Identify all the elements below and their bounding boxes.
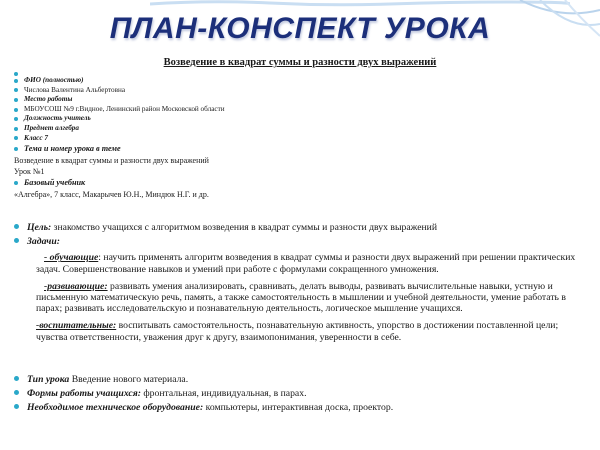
textbook-value: «Алгебра», 7 класс, Макарычев Ю.Н., Миндюк Н.Г. и др. bbox=[14, 189, 209, 199]
bullet-icon bbox=[14, 224, 19, 229]
bullet-icon bbox=[14, 79, 18, 83]
lesson-type-item bbox=[14, 374, 590, 385]
work-forms-label: Формы работы учащихся: bbox=[27, 388, 141, 400]
fio-value: Числова Валентина Альбертовна bbox=[24, 85, 126, 94]
vos-text: воспитывать самостоятельность, познавательную активность, упорство в достижении поставленной цели; чувства ответственности, уважения друг к другу, взаимопонимания, уверенности в себе. bbox=[36, 320, 559, 343]
bullet-icon bbox=[14, 147, 18, 151]
list-item bbox=[14, 143, 590, 155]
vos-label: -воспитательные: bbox=[36, 320, 117, 332]
lesson-type-text: Введение нового материала. bbox=[69, 374, 189, 385]
bullet-icon bbox=[14, 72, 18, 76]
bullet-icon bbox=[14, 98, 18, 102]
list-item bbox=[14, 114, 590, 124]
list-item bbox=[14, 177, 590, 189]
bullet-icon bbox=[14, 376, 19, 381]
goal-text: знакомство учащихся с алгоритмом возведения в квадрат суммы и разности двух выражений bbox=[51, 222, 438, 233]
tasks-item bbox=[14, 236, 590, 247]
info-section bbox=[14, 72, 590, 200]
equipment-text: компьютеры, интерактивная доска, проектор. bbox=[203, 402, 394, 414]
bullet-icon bbox=[14, 390, 19, 395]
bullet-icon bbox=[14, 127, 18, 131]
subject-label: Предмет алгебра bbox=[24, 123, 79, 132]
work-label: Место работы bbox=[24, 95, 73, 104]
bullet-icon bbox=[14, 136, 18, 140]
list-item bbox=[14, 95, 590, 105]
class-label: Класс 7 bbox=[24, 133, 48, 142]
dev-text: развивать умения анализировать, сравнивать, делать выводы, развивать вычислительные навыки, устную и письменную математическую речь, память, а также самостоятельность в мышлении и учебной деятельности, умение работать в парах; развивать исследовательскую и познавательную деятельность, логическое мышление учащихся. bbox=[36, 280, 566, 315]
bullet-icon bbox=[14, 404, 19, 409]
page-title: ПЛАН-КОНСПЕКТ УРОКА bbox=[109, 12, 491, 45]
topic-value: Возведение в квадрат суммы и разности двух выражений bbox=[14, 155, 209, 165]
work-forms-item bbox=[14, 388, 590, 399]
bullet-icon bbox=[14, 117, 18, 121]
goal-label: Цель: bbox=[27, 222, 52, 233]
goal-item bbox=[14, 222, 590, 233]
bullet-icon bbox=[14, 108, 18, 112]
lesson-details-section bbox=[14, 374, 590, 414]
edu-label: - обучающие bbox=[44, 252, 99, 264]
work-forms-text: фронтальная, индивидуальная, в парах. bbox=[140, 388, 307, 400]
position-label: Должность учитель bbox=[24, 114, 91, 123]
bullet-icon bbox=[14, 181, 18, 185]
bullet-icon bbox=[14, 238, 19, 243]
list-item bbox=[14, 76, 590, 86]
bullet-icon bbox=[14, 88, 18, 92]
task-educational bbox=[14, 252, 590, 274]
list-item bbox=[14, 124, 590, 134]
list-item bbox=[14, 134, 590, 144]
lesson-subtitle: Возведение в квадрат суммы и разности двух выражений bbox=[163, 57, 437, 68]
edu-text: : научить применять алгоритм возведения в квадрат суммы и разности двух выражений при решении практических задач. Совершенствование навыков и умений при работе с формулами сокращенного умножения. bbox=[36, 252, 576, 275]
goals-section bbox=[14, 222, 590, 343]
work-value: МБОУСОШ №9 г.Видное, Ленинский район Московской области bbox=[24, 104, 225, 113]
task-developing bbox=[14, 281, 590, 315]
list-item bbox=[14, 105, 590, 115]
lesson-number: Урок №1 bbox=[14, 166, 45, 176]
equipment-label: Необходимое техническое оборудование: bbox=[27, 402, 204, 414]
textbook-label: Базовый учебник bbox=[24, 178, 86, 188]
topic-label: Тема и номер урока в теме bbox=[24, 144, 121, 154]
decorative-wave bbox=[150, 0, 570, 8]
equipment-item bbox=[14, 402, 590, 413]
lesson-type-label: Тип урока bbox=[27, 374, 70, 385]
list-item bbox=[14, 86, 590, 96]
tasks-label: Задачи: bbox=[27, 236, 60, 248]
fio-label: ФИО (полностью) bbox=[24, 76, 84, 84]
dev-label: -развивающие: bbox=[44, 280, 108, 292]
task-upbringing bbox=[14, 320, 590, 342]
